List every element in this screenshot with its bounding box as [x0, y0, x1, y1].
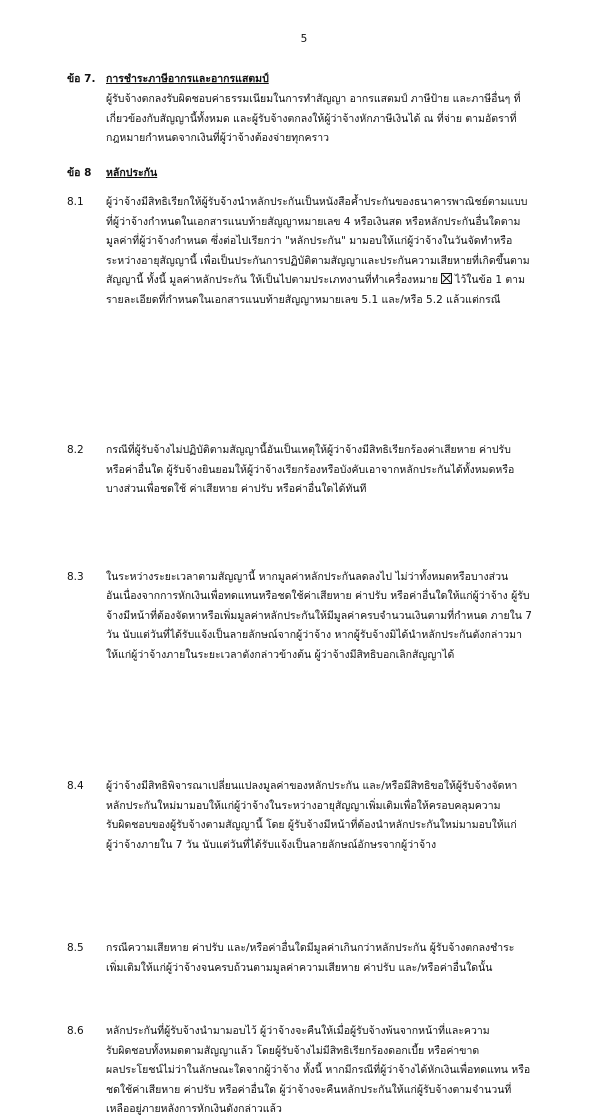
clause-number: 8.6 — [67, 1025, 84, 1037]
paragraph-line: มูลค่าที่ผู้ว่าจ้างกำหนด ซึ่งต่อไปเรียกว่า "หลักประกัน" มามอบให้แก่ผู้ว่าจ้างในวันจัดทำหรือ — [106, 235, 513, 247]
section-8-title: หลักประกัน — [106, 167, 158, 179]
clause-number: 8.4 — [67, 780, 84, 792]
paragraph-line: ผู้ว่าจ้างมีสิทธิพิจารณาเปลี่ยนแปลงมูลค่าของหลักประกัน และ/หรือมีสิทธิขอให้ผู้รับจ้างจัดหา — [106, 780, 518, 792]
paragraph-line: ผู้รับจ้างตกลงรับผิดชอบค่าธรรมเนียมในการทำสัญญา อากรแสตมป์ ภาษีป้าย และภาษีอื่นๆ ที่ — [106, 93, 521, 105]
clause-number: 8.1 — [67, 196, 84, 208]
paragraph-line: เหลืออยู่ภายหลังการหักเงินดังกล่าวแล้ว — [106, 1103, 282, 1115]
clause-8-2 — [0, 441, 608, 500]
paragraph-line: กรณีที่ผู้รับจ้างไม่ปฏิบัติตามสัญญานี้อันเป็นเหตุให้ผู้ว่าจ้างมีสิทธิเรียกร้องค่าเสียหาย ค่าปรับ — [106, 444, 511, 456]
paragraph-line: ชดใช้ค่าเสียหาย ค่าปรับ หรือค่าอื่นใด ผู้ว่าจ้างจะคืนหลักประกันให้แก่ผู้รับจ้างตามจำนวนที่ — [106, 1083, 512, 1096]
paragraph-line: อันเนื่องจากการหักเงินเพื่อทดแทนหรือชดใช้ค่าเสียหาย ค่าปรับ หรือค่าอื่นใดให้แก่ผู้ว่าจ้าง ผู้รับ — [106, 590, 530, 602]
paragraph-line: หรือค่าอื่นใด ผู้รับจ้างยินยอมให้ผู้ว่าจ้างเรียกร้องหรือบังคับเอาจากหลักประกันได้ทั้งหมดหรือ — [106, 463, 515, 476]
paragraph-line-tail: ไว้ในข้อ 1 ตาม — [455, 274, 526, 286]
page-number: 5 — [300, 33, 308, 45]
section-8-heading — [0, 164, 608, 184]
clause-8-6 — [0, 1022, 608, 1120]
checked-box-icon — [441, 273, 452, 284]
section-7-heading — [0, 70, 608, 90]
paragraph-line-text: สัญญานี้ ทั้งนี้ มูลค่าหลักประกัน ให้เป็นไปตามประเภทงานที่ทำเครื่องหมาย — [106, 274, 439, 286]
paragraph-line: หลักประกันที่ผู้รับจ้างนำมามอบไว้ ผู้ว่าจ้างจะคืนให้เมื่อผู้รับจ้างพ้นจากหน้าที่และความ — [106, 1025, 490, 1037]
paragraph-line: ผลประโยชน์ไม่ว่าในลักษณะใดจากผู้ว่าจ้าง ทั้งนี้ หากมีกรณีที่ผู้ว่าจ้างได้หักเงินเพื่อทดแทน หรือ — [106, 1064, 531, 1076]
clause-8-4 — [0, 777, 608, 855]
paragraph-line: เกี่ยวข้องกับสัญญานี้ทั้งหมด และผู้รับจ้างตกลงให้ผู้ว่าจ้างหักภาษีเงินได้ ณ ที่จ่าย ตามอัตราที่ — [106, 112, 517, 125]
paragraph-line: ระหว่างอายุสัญญานี้ เพื่อเป็นประกันการปฏิบัติตามสัญญาและประกันความเสียหายที่เกิดขึ้นตาม — [106, 254, 530, 267]
section-8-number: ข้อ 8 — [67, 167, 92, 179]
paragraph-line: ผู้ว่าจ้างภายใน 7 วัน นับแต่วันที่ได้รับแจ้งเป็นลายลักษณ์อักษรจากผู้ว่าจ้าง — [106, 838, 437, 851]
paragraph-line: ผู้ว่าจ้างมีสิทธิเรียกให้ผู้รับจ้างนำหลักประกันเป็นหนังสือค้ำประกันของธนาคารพาณิชย์ตามแบบ — [106, 196, 528, 208]
paragraph-line: กฎหมายกำหนดจากเงินที่ผู้ว่าจ้างต้องจ่ายทุกคราว — [106, 132, 329, 144]
clause-8-1 — [0, 193, 608, 310]
section-7 — [0, 70, 608, 149]
paragraph-line-with-checkbox — [106, 271, 544, 291]
paragraph-line: เพิ่มเติมให้แก่ผู้ว่าจ้างจนครบถ้วนตามมูลค่าความเสียหาย ค่าปรับ และ/หรือค่าอื่นใดนั้น — [106, 961, 493, 974]
section-7-title: การชำระภาษีอากรและอากรแสตมป์ — [106, 73, 269, 85]
paragraph-line: หลักประกันใหม่มามอบให้แก่ผู้ว่าจ้างในระหว่างอายุสัญญาเพิ่มเติมเพื่อให้ครอบคลุมความ — [106, 799, 501, 812]
clause-number: 8.2 — [67, 444, 84, 456]
clause-number: 8.3 — [67, 570, 84, 583]
paragraph-line: จ้างมีหน้าที่ต้องจัดหาหรือเพิ่มมูลค่าหลักประกันให้มีมูลค่าครบจำนวนเงินตามที่กำหนด ภายใน 7 — [106, 609, 532, 622]
section-7-number: ข้อ 7. — [67, 73, 96, 85]
section-7-body — [0, 90, 608, 149]
clause-8-3 — [0, 568, 608, 666]
paragraph-line: ในระหว่างระยะเวลาตามสัญญานี้ หากมูลค่าหลักประกันลดลงไป ไม่ว่าทั้งหมดหรือบางส่วน — [106, 570, 509, 583]
paragraph-line: บางส่วนเพื่อชดใช้ ค่าเสียหาย ค่าปรับ หรือค่าอื่นใดได้ทันที — [106, 483, 367, 495]
section-8 — [0, 164, 608, 184]
clause-8-5 — [0, 939, 608, 978]
paragraph-line: รายละเอียดที่กำหนดในเอกสารแนบท้ายสัญญาหมายเลข 5.1 และ/หรือ 5.2 แล้วแต่กรณี — [106, 293, 501, 306]
paragraph-line: ที่ผู้ว่าจ้างกำหนดในเอกสารแนบท้ายสัญญาหมายเลข 4 หรือเงินสด หรือหลักประกันอื่นใดตาม — [106, 215, 521, 228]
clause-number: 8.5 — [67, 942, 84, 954]
paragraph-line: กรณีความเสียหาย ค่าปรับ และ/หรือค่าอื่นใดมีมูลค่าเกินกว่าหลักประกัน ผู้รับจ้างตกลงชำระ — [106, 942, 515, 954]
paragraph-line: วัน นับแต่วันที่ได้รับแจ้งเป็นลายลักษณ์จากผู้ว่าจ้าง หากผู้รับจ้างมิได้นำหลักประกันดังกล่าวมา — [106, 629, 522, 641]
paragraph-line: รับผิดชอบทั้งหมดตามสัญญาแล้ว โดยผู้รับจ้างไม่มีสิทธิเรียกร้องดอกเบี้ย หรือค่าขาด — [106, 1044, 480, 1057]
paragraph-line: รับผิดชอบของผู้รับจ้างตามสัญญานี้ โดย ผู้รับจ้างมีหน้าที่ต้องนำหลักประกันใหม่มามอบให้แก่ — [106, 819, 517, 831]
paragraph-line: ให้แก่ผู้ว่าจ้างภายในระยะเวลาดังกล่าวข้างต้น ผู้ว่าจ้างมีสิทธิบอกเลิกสัญญาได้ — [106, 648, 455, 661]
